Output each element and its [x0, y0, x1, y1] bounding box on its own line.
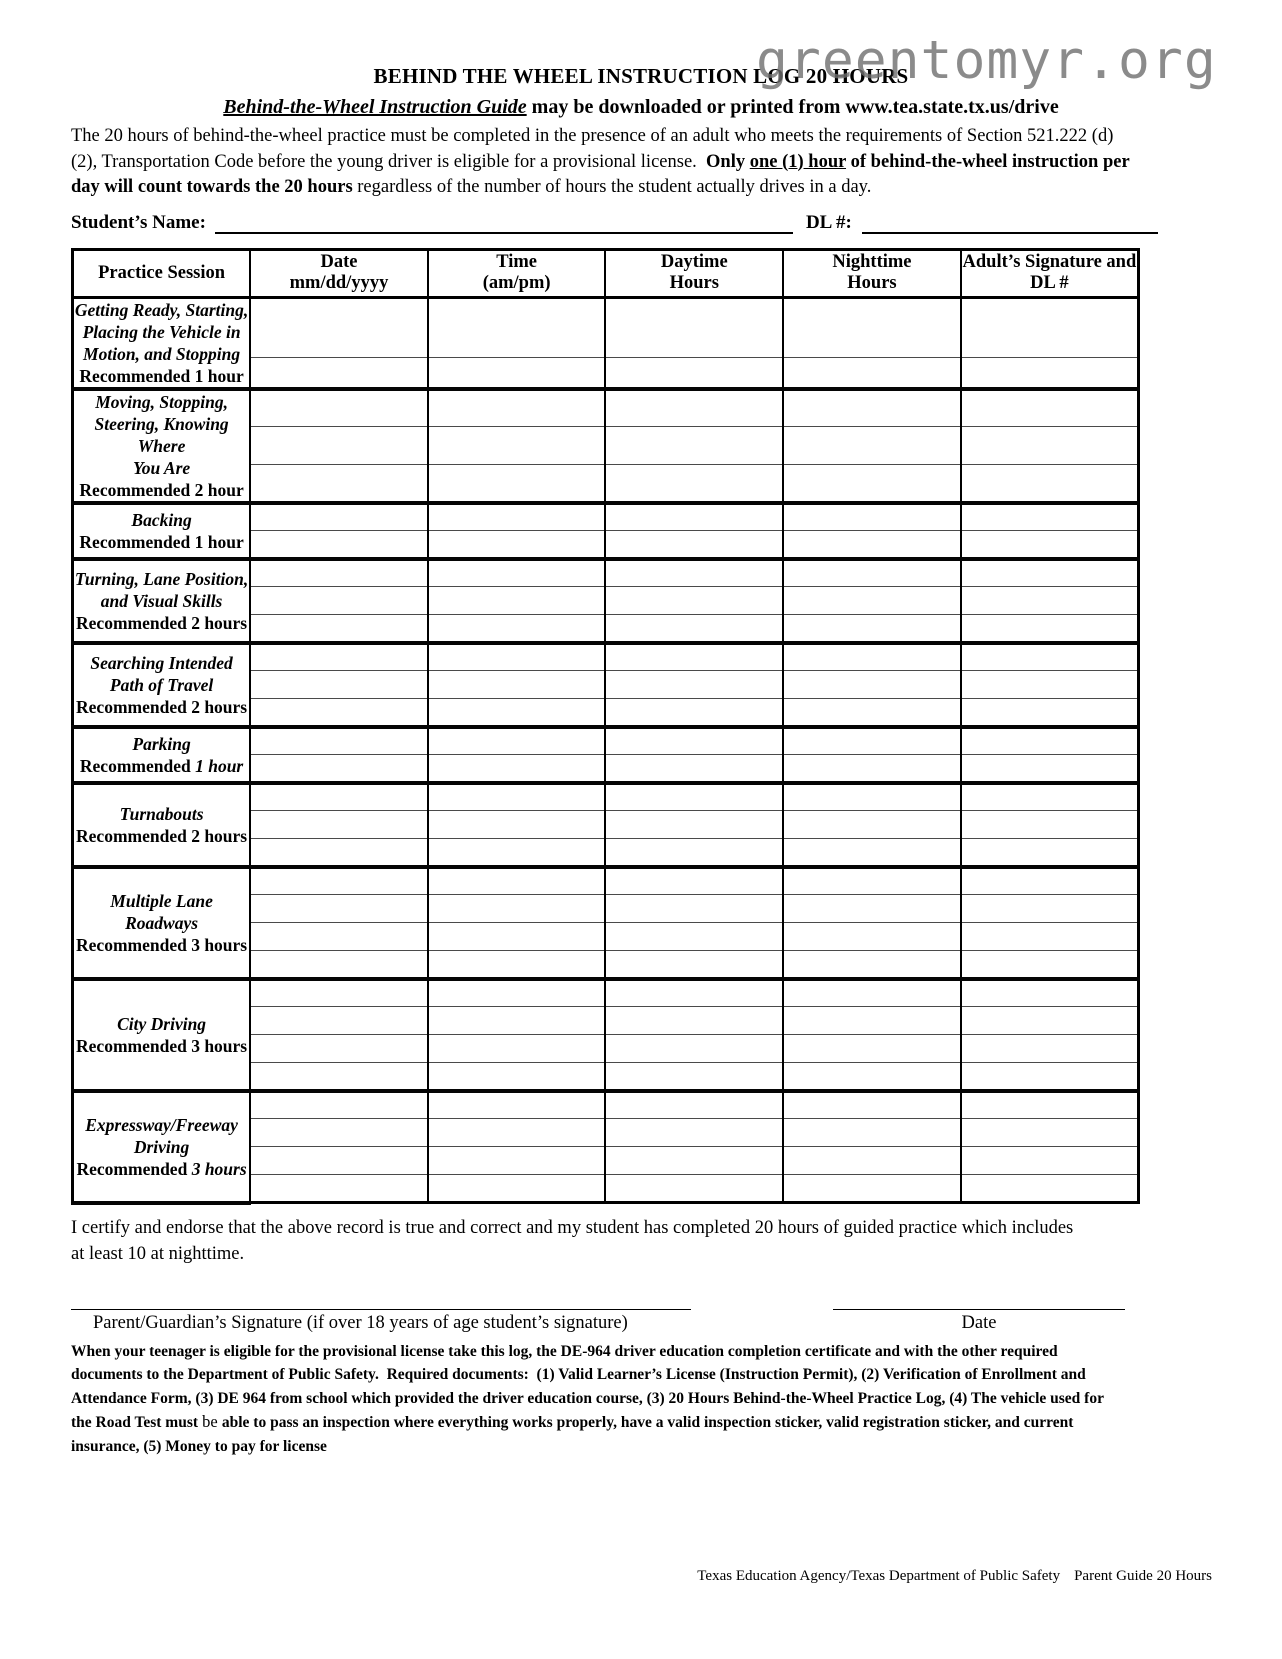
log-cell-daytime-hours[interactable] [605, 699, 783, 727]
date-caption: Date [961, 1312, 997, 1333]
session-label: Getting Ready, Starting, Placing the Vehicle in Motion, and Stopping Recommended 1 hour [73, 297, 251, 389]
log-cell-adult-signature[interactable] [961, 783, 1139, 811]
log-cell-time[interactable] [428, 1175, 606, 1203]
download-note-rest: may be downloaded or printed from www.tea.state.tx.us/drive [526, 96, 1059, 118]
log-cell-time[interactable] [428, 615, 606, 643]
signature-block [71, 1309, 1211, 1334]
dps-instructions [71, 1340, 1123, 1459]
log-cell-date[interactable] [250, 1063, 428, 1091]
parent-signature-line[interactable] [71, 1309, 691, 1311]
log-cell-adult-signature[interactable] [961, 357, 1139, 388]
log-cell-adult-signature[interactable] [961, 1035, 1139, 1063]
guide-link-text: Behind-the-Wheel Instruction Guide [223, 96, 527, 118]
log-cell-date[interactable] [250, 979, 428, 1007]
watermark: greentomyr.org [756, 30, 1217, 91]
log-cell-nighttime-hours[interactable] [783, 979, 961, 1007]
log-cell-daytime-hours[interactable] [605, 1035, 783, 1063]
log-cell-daytime-hours[interactable] [605, 297, 783, 357]
session-label: Multiple Lane Roadways Recommended 3 hours [73, 867, 251, 979]
log-cell-adult-signature[interactable] [961, 699, 1139, 727]
log-cell-time[interactable] [428, 951, 606, 979]
session-label: City Driving Recommended 3 hours [73, 979, 251, 1091]
log-cell-nighttime-hours[interactable] [783, 643, 961, 671]
log-cell-date[interactable] [250, 1007, 428, 1035]
log-cell-adult-signature[interactable] [961, 839, 1139, 867]
log-cell-adult-signature[interactable] [961, 503, 1139, 531]
log-cell-time[interactable] [428, 755, 606, 783]
log-cell-daytime-hours[interactable] [605, 727, 783, 755]
session-label: Searching Intended Path of Travel Recommended 2 hours [73, 643, 251, 727]
log-cell-time[interactable] [428, 465, 606, 503]
col-header-time: Time (am/pm) [428, 249, 606, 297]
log-cell-date[interactable] [250, 643, 428, 671]
log-cell-adult-signature[interactable] [961, 727, 1139, 755]
log-cell-nighttime-hours[interactable] [783, 1063, 961, 1091]
log-cell-daytime-hours[interactable] [605, 755, 783, 783]
log-cell-nighttime-hours[interactable] [783, 699, 961, 727]
dps-instructions-bold1: When your teenager is eligible for the provisional license take this log, the DE-964 driver education completion certificate and with the other required documents to the Department of Public Safety. Required documents: (1) Valid Learner’s License (Instruction Permit), (2) Verification of Enrollment and Attendance Form, (3) DE 964 from school which provided the driver education course, (3) 20 Hours Behind-the-Wheel Practice Log, (4) The vehicle used for the Road Test must [71, 1342, 1104, 1431]
practice-log-body [73, 297, 1139, 1203]
page-title: BEHIND THE WHEEL INSTRUCTION LOG 20 HOURS [373, 64, 909, 88]
log-cell-daytime-hours[interactable] [605, 643, 783, 671]
log-cell-nighttime-hours[interactable] [783, 923, 961, 951]
student-name-field[interactable] [215, 210, 793, 234]
log-cell-date[interactable] [250, 867, 428, 895]
log-cell-date[interactable] [250, 503, 428, 531]
log-cell-daytime-hours[interactable] [605, 465, 783, 503]
log-cell-time[interactable] [428, 1147, 606, 1175]
log-cell-date[interactable] [250, 755, 428, 783]
log-cell-nighttime-hours[interactable] [783, 895, 961, 923]
log-cell-adult-signature[interactable] [961, 1119, 1139, 1147]
date-line[interactable] [833, 1309, 1125, 1311]
log-cell-time[interactable] [428, 839, 606, 867]
log-cell-adult-signature[interactable] [961, 1147, 1139, 1175]
log-cell-time[interactable] [428, 587, 606, 615]
log-cell-nighttime-hours[interactable] [783, 615, 961, 643]
log-cell-date[interactable] [250, 1119, 428, 1147]
log-row [73, 727, 1139, 755]
intro-bold-lead: Only [696, 151, 750, 172]
log-cell-adult-signature[interactable] [961, 951, 1139, 979]
log-cell-date[interactable] [250, 465, 428, 503]
log-cell-date[interactable] [250, 427, 428, 465]
log-cell-daytime-hours[interactable] [605, 923, 783, 951]
log-cell-daytime-hours[interactable] [605, 503, 783, 531]
log-cell-daytime-hours[interactable] [605, 1175, 783, 1203]
parent-signature-area [71, 1309, 691, 1334]
log-cell-date[interactable] [250, 783, 428, 811]
log-cell-adult-signature[interactable] [961, 979, 1139, 1007]
log-cell-daytime-hours[interactable] [605, 357, 783, 388]
download-note [71, 96, 1211, 119]
log-cell-time[interactable] [428, 699, 606, 727]
log-cell-nighttime-hours[interactable] [783, 1007, 961, 1035]
log-cell-time[interactable] [428, 811, 606, 839]
footer-agency: Texas Education Agency/Texas Department of Public Safety [697, 1568, 1061, 1584]
log-row [73, 979, 1139, 1007]
log-cell-nighttime-hours[interactable] [783, 1035, 961, 1063]
session-label: Turnabouts Recommended 2 hours [73, 783, 251, 867]
log-cell-time[interactable] [428, 297, 606, 357]
col-header-nighttime-hours: Nighttime Hours [783, 249, 961, 297]
log-cell-time[interactable] [428, 503, 606, 531]
log-cell-daytime-hours[interactable] [605, 1119, 783, 1147]
log-cell-time[interactable] [428, 727, 606, 755]
date-area [833, 1309, 1125, 1334]
log-cell-daytime-hours[interactable] [605, 951, 783, 979]
practice-log-header [73, 249, 1139, 297]
log-cell-daytime-hours[interactable] [605, 389, 783, 427]
log-cell-daytime-hours[interactable] [605, 1063, 783, 1091]
log-cell-adult-signature[interactable] [961, 923, 1139, 951]
log-cell-adult-signature[interactable] [961, 587, 1139, 615]
col-header-date: Date mm/dd/yyyy [250, 249, 428, 297]
log-cell-nighttime-hours[interactable] [783, 587, 961, 615]
log-cell-date[interactable] [250, 811, 428, 839]
log-cell-daytime-hours[interactable] [605, 531, 783, 559]
log-cell-adult-signature[interactable] [961, 297, 1139, 357]
log-cell-adult-signature[interactable] [961, 671, 1139, 699]
log-row [73, 297, 1139, 357]
log-cell-nighttime-hours[interactable] [783, 427, 961, 465]
log-row [73, 783, 1139, 811]
log-cell-daytime-hours[interactable] [605, 1091, 783, 1119]
log-cell-adult-signature[interactable] [961, 615, 1139, 643]
log-cell-nighttime-hours[interactable] [783, 1091, 961, 1119]
log-cell-date[interactable] [250, 727, 428, 755]
dps-instructions-bold2: able to pass an inspection where everything works properly, have a valid inspection sticker, valid registration sticker, and current insurance, (5) Money to pay for license [71, 1414, 1074, 1455]
log-cell-daytime-hours[interactable] [605, 559, 783, 587]
log-cell-adult-signature[interactable] [961, 867, 1139, 895]
log-cell-daytime-hours[interactable] [605, 1007, 783, 1035]
log-cell-daytime-hours[interactable] [605, 783, 783, 811]
practice-log-table [71, 248, 1140, 1205]
log-cell-adult-signature[interactable] [961, 1175, 1139, 1203]
log-cell-nighttime-hours[interactable] [783, 1147, 961, 1175]
log-cell-adult-signature[interactable] [961, 559, 1139, 587]
col-header-daytime-hours: Daytime Hours [605, 249, 783, 297]
log-cell-date[interactable] [250, 1091, 428, 1119]
dl-number-field[interactable] [862, 210, 1158, 234]
log-row [73, 389, 1139, 427]
log-cell-date[interactable] [250, 531, 428, 559]
log-cell-date[interactable] [250, 1175, 428, 1203]
log-cell-time[interactable] [428, 1007, 606, 1035]
log-cell-time[interactable] [428, 867, 606, 895]
log-cell-time[interactable] [428, 1091, 606, 1119]
log-cell-adult-signature[interactable] [961, 531, 1139, 559]
log-cell-daytime-hours[interactable] [605, 895, 783, 923]
footer-doc: Parent Guide 20 Hours [1074, 1568, 1212, 1584]
log-cell-date[interactable] [250, 297, 428, 357]
log-cell-time[interactable] [428, 671, 606, 699]
log-cell-daytime-hours[interactable] [605, 979, 783, 1007]
log-cell-date[interactable] [250, 951, 428, 979]
log-cell-adult-signature[interactable] [961, 811, 1139, 839]
log-cell-nighttime-hours[interactable] [783, 951, 961, 979]
log-row [73, 503, 1139, 531]
log-cell-date[interactable] [250, 615, 428, 643]
log-cell-time[interactable] [428, 1119, 606, 1147]
log-row [73, 559, 1139, 587]
log-cell-date[interactable] [250, 587, 428, 615]
session-label: Turning, Lane Position, and Visual Skills Recommended 2 hours [73, 559, 251, 643]
dl-number-label: DL #: [805, 211, 852, 233]
log-cell-adult-signature[interactable] [961, 895, 1139, 923]
log-cell-daytime-hours[interactable] [605, 615, 783, 643]
log-cell-nighttime-hours[interactable] [783, 1175, 961, 1203]
session-label: Parking Recommended 1 hour [73, 727, 251, 783]
log-cell-daytime-hours[interactable] [605, 427, 783, 465]
log-cell-adult-signature[interactable] [961, 1063, 1139, 1091]
log-cell-nighttime-hours[interactable] [783, 755, 961, 783]
page-footer [0, 1568, 1212, 1585]
student-name-label: Student’s Name: [71, 211, 206, 233]
log-cell-nighttime-hours[interactable] [783, 357, 961, 388]
session-label: Moving, Stopping, Steering, Knowing Where You Are Recommended 2 hour [73, 389, 251, 503]
intro-one-hour: one (1) hour [749, 151, 847, 172]
log-cell-date[interactable] [250, 357, 428, 388]
dps-instructions-plain: be [198, 1412, 222, 1431]
log-cell-adult-signature[interactable] [961, 389, 1139, 427]
log-cell-date[interactable] [250, 895, 428, 923]
log-cell-nighttime-hours[interactable] [783, 727, 961, 755]
log-cell-date[interactable] [250, 1147, 428, 1175]
log-cell-nighttime-hours[interactable] [783, 465, 961, 503]
log-cell-time[interactable] [428, 643, 606, 671]
log-cell-date[interactable] [250, 839, 428, 867]
log-cell-daytime-hours[interactable] [605, 811, 783, 839]
log-cell-time[interactable] [428, 1063, 606, 1091]
log-cell-nighttime-hours[interactable] [783, 531, 961, 559]
log-cell-time[interactable] [428, 389, 606, 427]
log-cell-time[interactable] [428, 895, 606, 923]
log-cell-time[interactable] [428, 783, 606, 811]
log-cell-nighttime-hours[interactable] [783, 389, 961, 427]
log-cell-date[interactable] [250, 923, 428, 951]
log-cell-date[interactable] [250, 559, 428, 587]
log-cell-time[interactable] [428, 427, 606, 465]
log-cell-date[interactable] [250, 1035, 428, 1063]
log-cell-time[interactable] [428, 979, 606, 1007]
log-cell-daytime-hours[interactable] [605, 671, 783, 699]
log-cell-time[interactable] [428, 559, 606, 587]
log-cell-nighttime-hours[interactable] [783, 1119, 961, 1147]
log-cell-nighttime-hours[interactable] [783, 811, 961, 839]
log-cell-nighttime-hours[interactable] [783, 839, 961, 867]
log-cell-time[interactable] [428, 357, 606, 388]
log-cell-daytime-hours[interactable] [605, 1147, 783, 1175]
intro-paragraph [71, 124, 1137, 201]
session-label: Backing Recommended 1 hour [73, 503, 251, 559]
log-cell-daytime-hours[interactable] [605, 587, 783, 615]
log-cell-nighttime-hours[interactable] [783, 559, 961, 587]
log-cell-time[interactable] [428, 923, 606, 951]
log-row [73, 643, 1139, 671]
log-cell-nighttime-hours[interactable] [783, 671, 961, 699]
col-header-adult-signature: Adult’s Signature and DL # [961, 249, 1139, 297]
log-cell-date[interactable] [250, 389, 428, 427]
log-cell-daytime-hours[interactable] [605, 867, 783, 895]
col-header-practice-session: Practice Session [73, 249, 251, 297]
log-cell-adult-signature[interactable] [961, 465, 1139, 503]
log-cell-nighttime-hours[interactable] [783, 503, 961, 531]
certify-statement: I certify and endorse that the above record is true and correct and my student has completed 20 hours of guided practice which includes at least 10 at nighttime. [71, 1217, 1074, 1264]
log-row [73, 867, 1139, 895]
log-cell-adult-signature[interactable] [961, 755, 1139, 783]
session-label: Expressway/Freeway Driving Recommended 3 hours [73, 1091, 251, 1203]
log-cell-adult-signature[interactable] [961, 643, 1139, 671]
log-cell-nighttime-hours[interactable] [783, 867, 961, 895]
log-cell-adult-signature[interactable] [961, 1007, 1139, 1035]
log-cell-date[interactable] [250, 671, 428, 699]
parent-signature-caption: Parent/Guardian’s Signature (if over 18 years of age student’s signature) [93, 1312, 628, 1333]
log-cell-nighttime-hours[interactable] [783, 783, 961, 811]
intro-bold-rest: of behind-the-wheel instruction per day will count towards the 20 hours [71, 151, 1130, 197]
log-cell-date[interactable] [250, 699, 428, 727]
log-cell-daytime-hours[interactable] [605, 839, 783, 867]
intro-normal: The 20 hours of behind-the-wheel practice must be completed in the presence of an adult who meets the requirements of Section 521.222 (d)(2), Transportation Code before the young driver is eligible for a provisional license. [71, 126, 1114, 172]
student-info-row [71, 208, 1211, 234]
log-cell-time[interactable] [428, 531, 606, 559]
log-cell-time[interactable] [428, 1035, 606, 1063]
log-row [73, 1091, 1139, 1119]
intro-tail: regardless of the number of hours the student actually drives in a day. [352, 177, 872, 197]
log-cell-adult-signature[interactable] [961, 427, 1139, 465]
log-cell-nighttime-hours[interactable] [783, 297, 961, 357]
log-cell-adult-signature[interactable] [961, 1091, 1139, 1119]
